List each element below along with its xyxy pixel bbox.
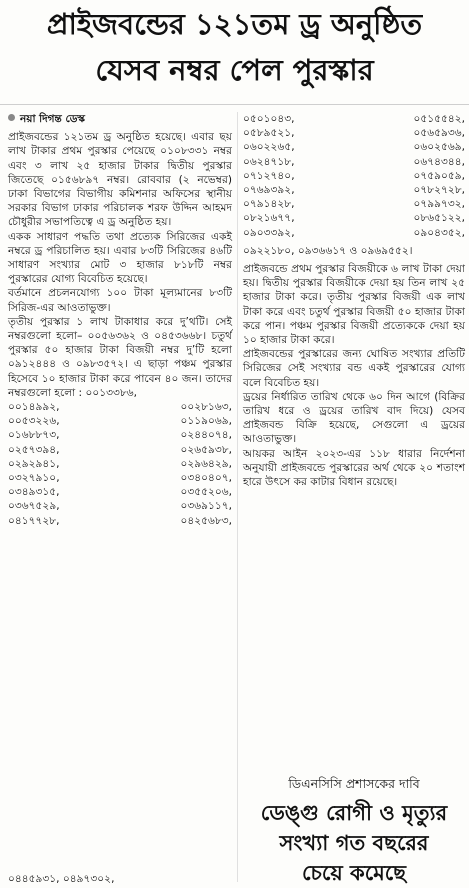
prize-number: ০১১৯০৬৯, <box>180 415 232 428</box>
headline <box>0 0 469 102</box>
next-story-title-line-3: চেয়ে কমেছে <box>302 861 406 885</box>
paragraph: তৃতীয় পুরস্কার ১ লাখ টাকাধার করে দু’থটি। সেই নম্বরগুলো হলো– ০০৫৬৩৬২ ও ০৪৫৩৬৬৮। চতুর্থ পুরস্কার ৫০ হাজার টাকা বিজয়ী নম্বর দু’টি হলো ০৯১২৪৪৪ ও ০৯৮৩৫৭২। এ ছাড়া পঞ্চম পুরস্কার হিসেবে ১০ হাজার টাকা করে পাবেন ৪০ জন। তাদের নম্বরগুলো হলো : ০০১৩৩৮৬, <box>8 315 232 399</box>
right-column <box>243 112 465 489</box>
cutoff-line: ০৪৪৫৯৩১, ০৪৯৭৩০২, <box>8 873 115 885</box>
paragraph: একক সাধারণ পদ্ধতি তথা প্রত্যেক সিরিজের একই নম্বরে ড্র পরিচালিত হয়। এবার ৮৩টি সিরিজের ৪৬টি সাধারণ সংখ্যার মোট ৩ হাজার ৮১৮টি নম্বর পুরস্কারের যোগ্য বিবেচিত হয়েছে। <box>8 230 232 286</box>
prize-number: ০৭৯৯৭৩২, <box>413 198 465 211</box>
prize-number: ০২৯৬৪২৯, <box>180 457 232 470</box>
paragraph: বর্তমানে প্রচলনযোগ্য ১০০ টাকা মূল্যমানের ৮৩টি সিরিজ-এর আওতাভুক্ত। <box>8 287 232 314</box>
prize-number: ০৪২৫৬৮৩, <box>180 514 232 527</box>
prize-number: ০৫০১০৪৩, <box>243 113 295 125</box>
prize-number: ০৭৫৯০৫৯, <box>413 169 465 182</box>
prize-number: ০২৬৫৯৩৮, <box>180 443 232 456</box>
prize-number: ০২৪৪০৭৪, <box>180 429 232 442</box>
prize-number: ০৬০২২৬৫, <box>243 141 295 154</box>
prize-number: ০৩৪০৪০৭, <box>180 472 232 485</box>
prize-number: ০৭৬৯৩৯২, <box>243 184 295 197</box>
prize-number: ০৭৯১৪২৮, <box>243 198 295 211</box>
prize-number: ০০১৪৯৯২, <box>8 401 60 414</box>
prize-number: ০২৯২৯৪১, <box>8 457 60 470</box>
bullet-icon <box>8 114 15 121</box>
prize-number: ০৫৮৯৫২১, <box>243 127 295 140</box>
column-divider <box>237 112 238 882</box>
paragraph: প্রাইজবন্ডের পুরস্কারের জন্য ঘোষিত সংখ্যার প্রতিটি সিরিজের সেই সংখ্যার বন্ড একই পুরস্কারের যোগ্য বলে বিবেচিত হয়। <box>243 348 465 389</box>
number-list <box>243 112 465 240</box>
headline-line-1: প্রাইজবন্ডের ১২১তম ড্র অনুষ্ঠিত <box>46 7 423 41</box>
number-list <box>8 400 232 528</box>
prize-number: ০৫৬৫৯৩৬, <box>413 127 465 140</box>
prize-number: ০০২৮১৬৩, <box>180 401 232 414</box>
prize-number: ০৬০২৫৬৯, <box>413 141 465 154</box>
next-story-title-line-1: ডেঙ্গু রোগী ও মৃত্যুর <box>260 801 448 825</box>
prize-number: ০৩৬৭৫২৯, <box>8 500 60 513</box>
paragraph: ড্রয়ের নির্ধারিত তারিখ থেকে ৬০ দিন আগে (বিক্রির তারিখ ধরে ও ড্রয়ের তারিখ বাদ দিয়ে) যেসব প্রাইজবন্ড বিক্রি হয়েছে, সেগুলো এ ড্রয়ের আওতাভুক্ত। <box>243 390 465 446</box>
prize-number: ০৩২৭৯১০, <box>8 472 60 485</box>
prize-number: ০৮৬৫১২২, <box>413 212 465 225</box>
next-story-title-line-2: সংখ্যা গত বছরের <box>279 831 429 855</box>
next-story-kicker: ডিএনসিসি প্রশাসকের দাবি <box>288 776 420 791</box>
headline-line-2: যেসব নম্বর পেল পুরস্কার <box>95 53 374 87</box>
paragraph: আয়কর আইন ২০২৩-এর ১১৮ ধারার নির্দেশনা অনুযায়ী প্রাইজবন্ডে পুরস্কারের অর্থ থেকে ২০ শতাংশ হারে উৎসে কর কাটার বিধান রয়েছে। <box>243 447 465 489</box>
paragraph: প্রাইজবন্ডের ১২১তম ড্র অনুষ্ঠিত হয়েছে। এবার ছয় লাখ টাকার প্রথম পুরস্কার পেয়েছে ০১০৮৩৩১ নম্বর এবং ৩ লাখ ২৫ হাজার টাকার দ্বিতীয় পুরস্কার জিতেছে ০১৫৬৮৯৭ নম্বর। রোববার (২ নভেম্বর) ঢাকা বিভাগের বিভাগীয় কমিশনার অফিসের স্থানীয় সরকার বিভাগ ঢাকার পরিচালক শরফ উদ্দিন আহমদ চৌধুরীর সভাপতিত্বে এ ড্র অনুষ্ঠিত হয়। <box>8 131 232 229</box>
left-column <box>8 112 232 528</box>
prize-number: ০৯০৩৩৯২, <box>243 226 295 239</box>
prize-number: ০৬৭৪৩৪৪, <box>413 155 465 168</box>
prize-number: ০৩৬৯১১৭, <box>180 500 232 513</box>
prize-number: ০৩৪৯৩১৫, <box>8 486 60 499</box>
prize-number: ০৯০৪৩৫২, <box>413 226 465 239</box>
prize-number: ০২৫৭৩৯৪, <box>8 443 60 456</box>
prize-number: ০৬২৪৭১৮, <box>243 155 295 168</box>
prize-number: ০০৫৩২২৬, <box>8 415 60 428</box>
next-story-title <box>243 798 465 888</box>
divider <box>0 104 469 105</box>
prize-number: ০১৬৮৮৭৩, <box>8 429 60 442</box>
prize-number: ০৭১২৭৪০, <box>243 169 295 182</box>
prize-number: ০৪১৭৭২৮, <box>8 514 60 527</box>
paragraph: প্রাইজবন্ডে প্রথম পুরস্কার বিজয়ীকে ৬ লাখ টাকা দেয়া হয়। দ্বিতীয় পুরস্কার বিজয়ীকে দেয়া হয় তিন লাখ ২৫ হাজার টাকা করে। তৃতীয় পুরস্কার বিজয়ী এক লাখ টাকা করে এবং চতুর্থ পুরস্কার বিজয়ী ৫০ হাজার টাকা করে পান। পঞ্চম পুরস্কার বিজয়ী প্রত্যেককে দেয়া হয় ১০ হাজার টাকা করে। <box>243 263 465 347</box>
byline: নয়া দিগন্ত ডেস্ক <box>8 112 232 126</box>
prize-number: ০৫১৫৫৪২, <box>413 113 465 125</box>
number-list-tail: ০৯২২১৮০, ০৯৩৬৬১৭ ও ০৯৬৯৫৫২। <box>243 244 413 257</box>
prize-number: ০৩৫৫২০৬, <box>180 486 232 499</box>
prize-number: ০৭৮২৭২৮, <box>413 184 465 197</box>
prize-number: ০৮২১৬৭৭, <box>243 212 295 225</box>
